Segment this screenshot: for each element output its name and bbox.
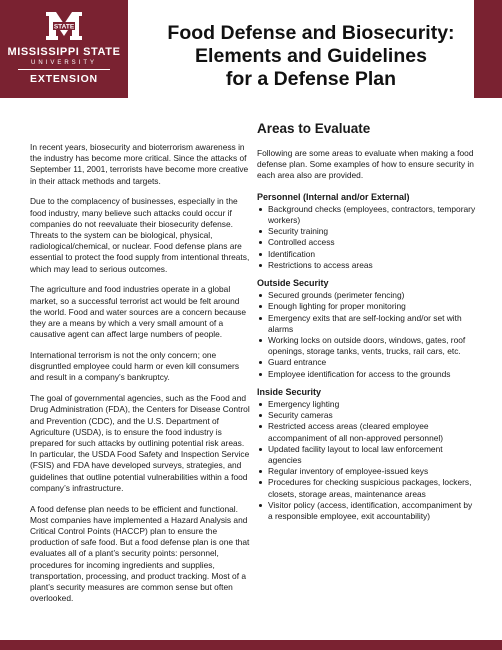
- list-item: Guard entrance: [257, 357, 477, 368]
- document-title: [150, 22, 472, 91]
- areas-intro: Following are some areas to evaluate when making a food defense plan. Some examples of how to ensure security in each area also are provided.: [257, 148, 474, 181]
- list-item: Restricted access areas (cleared employee accompaniment of all non-approved personnel): [257, 421, 477, 443]
- left-column: [30, 142, 252, 614]
- personnel-list: [257, 204, 477, 271]
- list-item: Security cameras: [257, 410, 477, 421]
- body-paragraph: A food defense plan needs to be efficient and functional. Most companies have implemented a Hazard Analysis and Critical Control Points (HACCP) plan to ensure the production of safe food. But a food defense plan is one that evaluates all of a plant’s security points: personnel, procedures for incoming ingredients and supplies, transportation, processing, and product tracking. Most of a plant’s security measures are common sense but often overlooked.: [30, 503, 250, 604]
- list-item: Secured grounds (perimeter fencing): [257, 290, 477, 301]
- section-heading-outside-security: Outside Security: [257, 278, 329, 289]
- list-item: Enough lighting for proper monitoring: [257, 301, 477, 312]
- list-item: Security training: [257, 226, 477, 237]
- inside-security-list: [257, 399, 477, 522]
- list-item: Updated facility layout to local law enforcement agencies: [257, 444, 477, 466]
- logo-divider: [18, 69, 110, 70]
- logo-extension-word: EXTENSION: [30, 73, 98, 85]
- msu-m-emblem-icon: [44, 8, 84, 44]
- right-column: [257, 121, 477, 529]
- list-item: Emergency exits that are self-locking and/or set with alarms: [257, 313, 477, 335]
- list-item: Working locks on outside doors, windows, gates, roof openings, storage tanks, vents, trucks, rail cars, etc.: [257, 335, 477, 357]
- list-item: Restrictions to access areas: [257, 260, 477, 271]
- list-item: Emergency lighting: [257, 399, 477, 410]
- logo-university-name: MISSISSIPPI STATE: [7, 46, 121, 58]
- header-accent-bar: [474, 0, 502, 98]
- list-item: Employee identification for access to the grounds: [257, 369, 477, 380]
- title-line-1: Food Defense and Biosecurity:: [167, 22, 455, 44]
- body-paragraph: In recent years, biosecurity and bioterrorism awareness in the industry has become more critical. Since the attacks of September 11, 2001, terrorists have become more creative in their attack methods and targets.: [30, 142, 249, 186]
- list-item: Background checks (employees, contractors, temporary workers): [257, 204, 477, 226]
- msu-extension-logo: [0, 0, 128, 98]
- logo-university-word: UNIVERSITY: [30, 60, 97, 66]
- title-line-3: for a Defense Plan: [225, 68, 397, 90]
- section-heading-personnel: Personnel (Internal and/or External): [257, 191, 410, 202]
- list-item: Regular inventory of employee-issued keys: [257, 466, 477, 477]
- list-item: Identification: [257, 249, 477, 260]
- section-heading-inside-security: Inside Security: [257, 386, 322, 397]
- body-paragraph: Due to the complacency of businesses, especially in the food industry, many believe such attacks could occur if companies do not reevaluate their biosecurity defense. Threats to the system can be biological, physical, radiological/chemical, or nuclear. Food defense plans are essential to protect the food supply from intentional threats, which may lead to serious outcomes.: [30, 196, 250, 274]
- body-paragraph: International terrorism is not the only concern; one disgruntled employee could harm or even kill consumers and result in a company’s bankruptcy.: [30, 350, 240, 383]
- areas-heading: Areas to Evaluate: [257, 121, 371, 136]
- body-paragraph: The goal of governmental agencies, such as the Food and Drug Administration (FDA), the Centers for Disease Control and Prevention (CDC), and the U.S. Department of Agriculture (USDA), is to ensure the food industry is prepared for such attacks by outlining potential risk areas. In particular, the USDA Food Safety and Inspection Service (FSIS) and FDA have developed surveys, strategies, and guidelines that outline potential vulnerabilities within a food company’s infrastructure.: [30, 393, 250, 493]
- outside-security-list: [257, 290, 477, 380]
- list-item: Procedures for checking suspicious packages, lockers, closets, storage areas, maintenance areas: [257, 477, 477, 499]
- title-line-2: Elements and Guidelines: [195, 45, 427, 67]
- list-item: Visitor policy (access, identification, accompaniment by a responsible employee, exit accountability): [257, 500, 477, 522]
- footer-accent-bar: [0, 640, 502, 650]
- logo-emblem-text: STATE: [53, 23, 75, 31]
- body-paragraph: The agriculture and food industries operate in a global market, so a successful terrorist act would be felt around the world. Food and water sources are a concern because they are a means by which a very small amount of a causative agent can affect large numbers of people.: [30, 284, 247, 340]
- list-item: Controlled access: [257, 237, 477, 248]
